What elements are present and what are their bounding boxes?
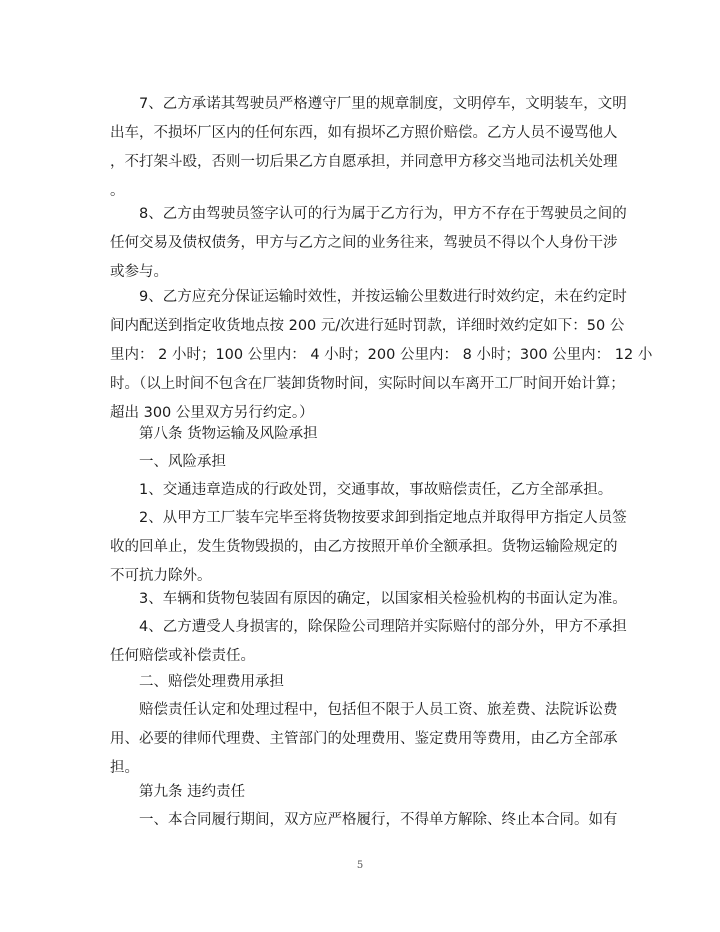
paragraph <box>110 283 653 428</box>
paragraph <box>110 585 627 614</box>
text-line: 1、交通违章造成的行政处罚，交通事故，事故赔偿责任，乙方全部承担。 <box>139 482 613 498</box>
paragraph <box>110 90 627 206</box>
text-line: 或参与。 <box>110 264 168 280</box>
text-line: 9、乙方应充分保证运输时效性，并按运输公里数进行时效约定，未在约定时 <box>139 289 627 305</box>
article-heading <box>110 778 610 807</box>
text-line: 2、从甲方工厂装车完毕至将货物按要求卸到指定地点并取得甲方指定人员签 <box>139 510 627 526</box>
paragraph <box>110 504 627 591</box>
text-line: 里内： 2 小时；100 公里内： 4 小时；200 公里内： 8 小时；300 公里内： 12 小 <box>110 347 653 363</box>
text-line: 收的回单止，发生货物毁损的，由乙方按照开单价全额承担。货物运输险规定的 <box>110 539 618 555</box>
text-line: 二、赔偿处理费用承担 <box>139 674 284 690</box>
text-line: 任何赔偿或补偿责任。 <box>110 648 255 664</box>
text-line: 第九条 违约责任 <box>139 784 246 800</box>
text-line: 一、本合同履行期间，双方应严格履行，不得单方解除、终止本合同。如有 <box>139 812 618 828</box>
text-line: 8、乙方由驾驶员签字认可的行为属于乙方行为，甲方不存在于驾驶员之间的 <box>139 206 627 222</box>
text-line: 用、必要的律师代理费、主管部门的处理费用、鉴定费用等费用，由乙方全部承 <box>110 731 618 747</box>
text-line: 3、车辆和货物包装固有原因的确定，以国家相关检验机构的书面认定为准。 <box>139 591 627 607</box>
text-line: 。 <box>110 183 125 199</box>
paragraph <box>110 806 618 835</box>
text-line: 赔偿责任认定和处理过程中，包括但不限于人员工资、旅差费、法院诉讼费 <box>139 702 618 718</box>
section-heading <box>110 668 610 697</box>
text-line: 担。 <box>110 760 139 776</box>
text-line: 第八条 货物运输及风险承担 <box>139 426 318 442</box>
text-line: 出车，不损坏厂区内的任何东西，如有损坏乙方照价赔偿。乙方人员不谩骂他人 <box>110 125 618 141</box>
text-line: 4、乙方遭受人身损害的，除保险公司理陪并实际赔付的部分外，甲方不承担 <box>139 619 627 635</box>
paragraph <box>110 696 618 783</box>
article-heading <box>110 420 610 449</box>
text-line: 7、乙方承诺其驾驶员严格遵守厂里的规章制度，文明停车，文明装车，文明 <box>139 96 627 112</box>
text-line: 不可抗力除外。 <box>110 568 212 584</box>
paragraph <box>110 200 627 287</box>
text-line: 超出 300 公里双方另行约定。） <box>110 405 314 421</box>
text-line: 任何交易及债权债务，甲方与乙方之间的业务往来，驾驶员不得以个人身份干涉 <box>110 235 618 251</box>
paragraph <box>110 613 627 671</box>
text-line: 间内配送到指定收货地点按 200 元/次进行延时罚款，详细时效约定如下：50 公 <box>110 318 625 334</box>
paragraph <box>110 476 613 505</box>
section-heading <box>110 448 610 477</box>
text-line: ，不打架斗殴，否则一切后果乙方自愿承担，并同意甲方移交当地司法机关处理 <box>110 154 618 170</box>
page-number: 5 <box>356 860 364 871</box>
text-line: 时。（以上时间不包含在厂装卸货物时间，实际时间以车离开工厂时间开始计算； <box>110 376 625 392</box>
text-line: 一、风险承担 <box>139 454 226 470</box>
